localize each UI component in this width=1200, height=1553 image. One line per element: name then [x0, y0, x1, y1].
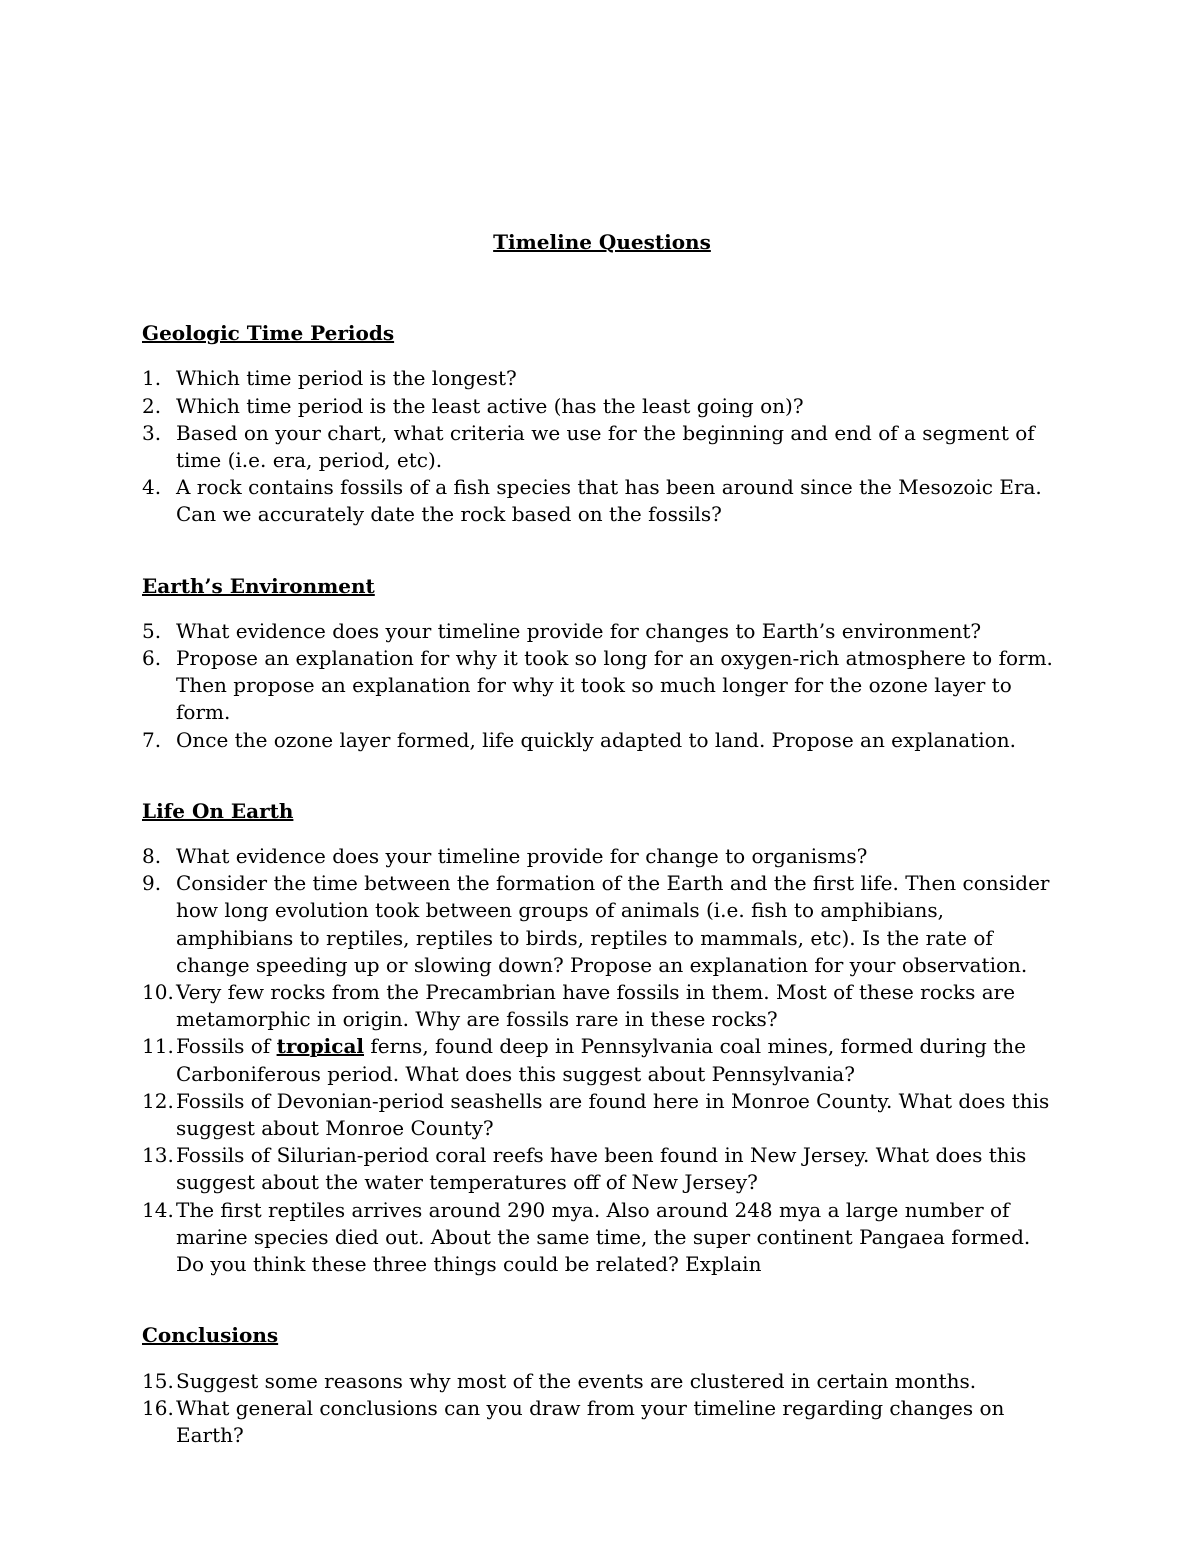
question-item	[142, 1368, 1062, 1395]
question-number: 9.	[142, 871, 162, 896]
question-number: 7.	[142, 727, 162, 752]
question-item	[142, 870, 1062, 979]
question-item	[142, 1395, 1062, 1449]
question-number: 1.	[142, 366, 162, 391]
question-text: Fossils of Silurian-period coral reefs have been found in New Jersey. What does this suggest about the water temperatures off of New Jersey?	[176, 1143, 1027, 1195]
section-heading: Life On Earth	[142, 798, 294, 823]
question-number: 15.	[142, 1368, 174, 1393]
question-item	[142, 420, 1062, 474]
question-text: Once the ozone layer formed, life quickly adapted to land. Propose an explanation.	[176, 727, 1016, 752]
question-list	[142, 843, 1062, 1278]
question-number: 8.	[142, 844, 162, 869]
question-number: 14.	[142, 1197, 174, 1222]
question-item	[142, 1142, 1062, 1196]
question-item	[142, 1197, 1062, 1279]
question-text: A rock contains fossils of a fish species that has been around since the Mesozoic Era. Can we accurately date the rock based on the fossils?	[176, 475, 1042, 527]
document-page	[142, 229, 1062, 1493]
question-list	[142, 365, 1062, 528]
question-item	[142, 393, 1062, 420]
question-item	[142, 979, 1062, 1033]
question-text: What general conclusions can you draw from your timeline regarding changes on Earth?	[176, 1395, 1005, 1447]
question-text-before: Fossils of	[176, 1034, 277, 1059]
question-text: What evidence does your timeline provide for changes to Earth’s environment?	[176, 618, 982, 643]
question-list	[142, 618, 1062, 754]
emphasized-word: tropical	[276, 1034, 365, 1059]
section-geologic-time-periods	[142, 320, 1062, 528]
question-text: Which time period is the longest?	[176, 366, 517, 391]
question-text: Fossils of Devonian-period seashells are found here in Monroe County. What does this suggest about Monroe County?	[176, 1088, 1050, 1141]
question-number: 16.	[142, 1395, 174, 1420]
question-item	[142, 843, 1062, 870]
section-conclusions	[142, 1322, 1062, 1449]
question-text: Consider the time between the formation of the Earth and the first life. Then consider how long evolution took between groups of animals (i.e. fish to amphibians, amphibians to reptiles, reptiles to birds, reptiles to mammals, etc). Is the rate of change speeding up or slowing down? Propose an explanation for your observation.	[176, 871, 1050, 977]
section-life-on-earth	[142, 798, 1062, 1278]
question-number: 10.	[142, 980, 174, 1005]
question-item	[142, 1088, 1062, 1142]
section-earths-environment	[142, 573, 1062, 754]
question-item	[142, 1033, 1062, 1087]
section-heading: Geologic Time Periods	[142, 321, 395, 346]
question-text: The first reptiles arrives around 290 mya. Also around 248 mya a large number of marine species died out. About the same time, the super continent Pangaea formed. Do you think these three things could be related? Explain	[176, 1197, 1031, 1277]
question-number: 11.	[142, 1034, 174, 1059]
question-text: What evidence does your timeline provide for change to organisms?	[176, 844, 868, 869]
question-list	[142, 1368, 1062, 1450]
question-text-after: ferns, found deep in Pennsylvania coal mines, formed during the Carboniferous period. What does this suggest about Pennsylvania?	[176, 1034, 1026, 1086]
question-text: Based on your chart, what criteria we use for the beginning and end of a segment of time (i.e. era, period, etc).	[176, 420, 1035, 473]
section-heading: Earth’s Environment	[142, 573, 375, 598]
question-number: 2.	[142, 393, 162, 418]
section-heading: Conclusions	[142, 1323, 279, 1348]
question-text: Suggest some reasons why most of the events are clustered in certain months.	[176, 1368, 977, 1393]
question-item	[142, 645, 1062, 727]
page-title: Timeline Questions	[493, 230, 711, 254]
question-number: 3.	[142, 420, 162, 445]
question-number: 6.	[142, 646, 162, 671]
question-number: 5.	[142, 618, 162, 643]
question-text	[176, 1033, 1062, 1087]
question-item	[142, 474, 1062, 528]
question-text: Propose an explanation for why it took so long for an oxygen-rich atmosphere to form. Then propose an explanation for why it took so much longer for the ozone layer to form.	[176, 646, 1053, 725]
question-number: 13.	[142, 1143, 174, 1168]
question-item	[142, 365, 1062, 392]
question-number: 12.	[142, 1088, 174, 1113]
question-item	[142, 727, 1062, 754]
question-number: 4.	[142, 475, 162, 500]
question-item	[142, 618, 1062, 645]
question-text: Very few rocks from the Precambrian have fossils in them. Most of these rocks are metamorphic in origin. Why are fossils rare in these rocks?	[176, 980, 1016, 1032]
question-text: Which time period is the least active (has the least going on)?	[176, 393, 804, 418]
